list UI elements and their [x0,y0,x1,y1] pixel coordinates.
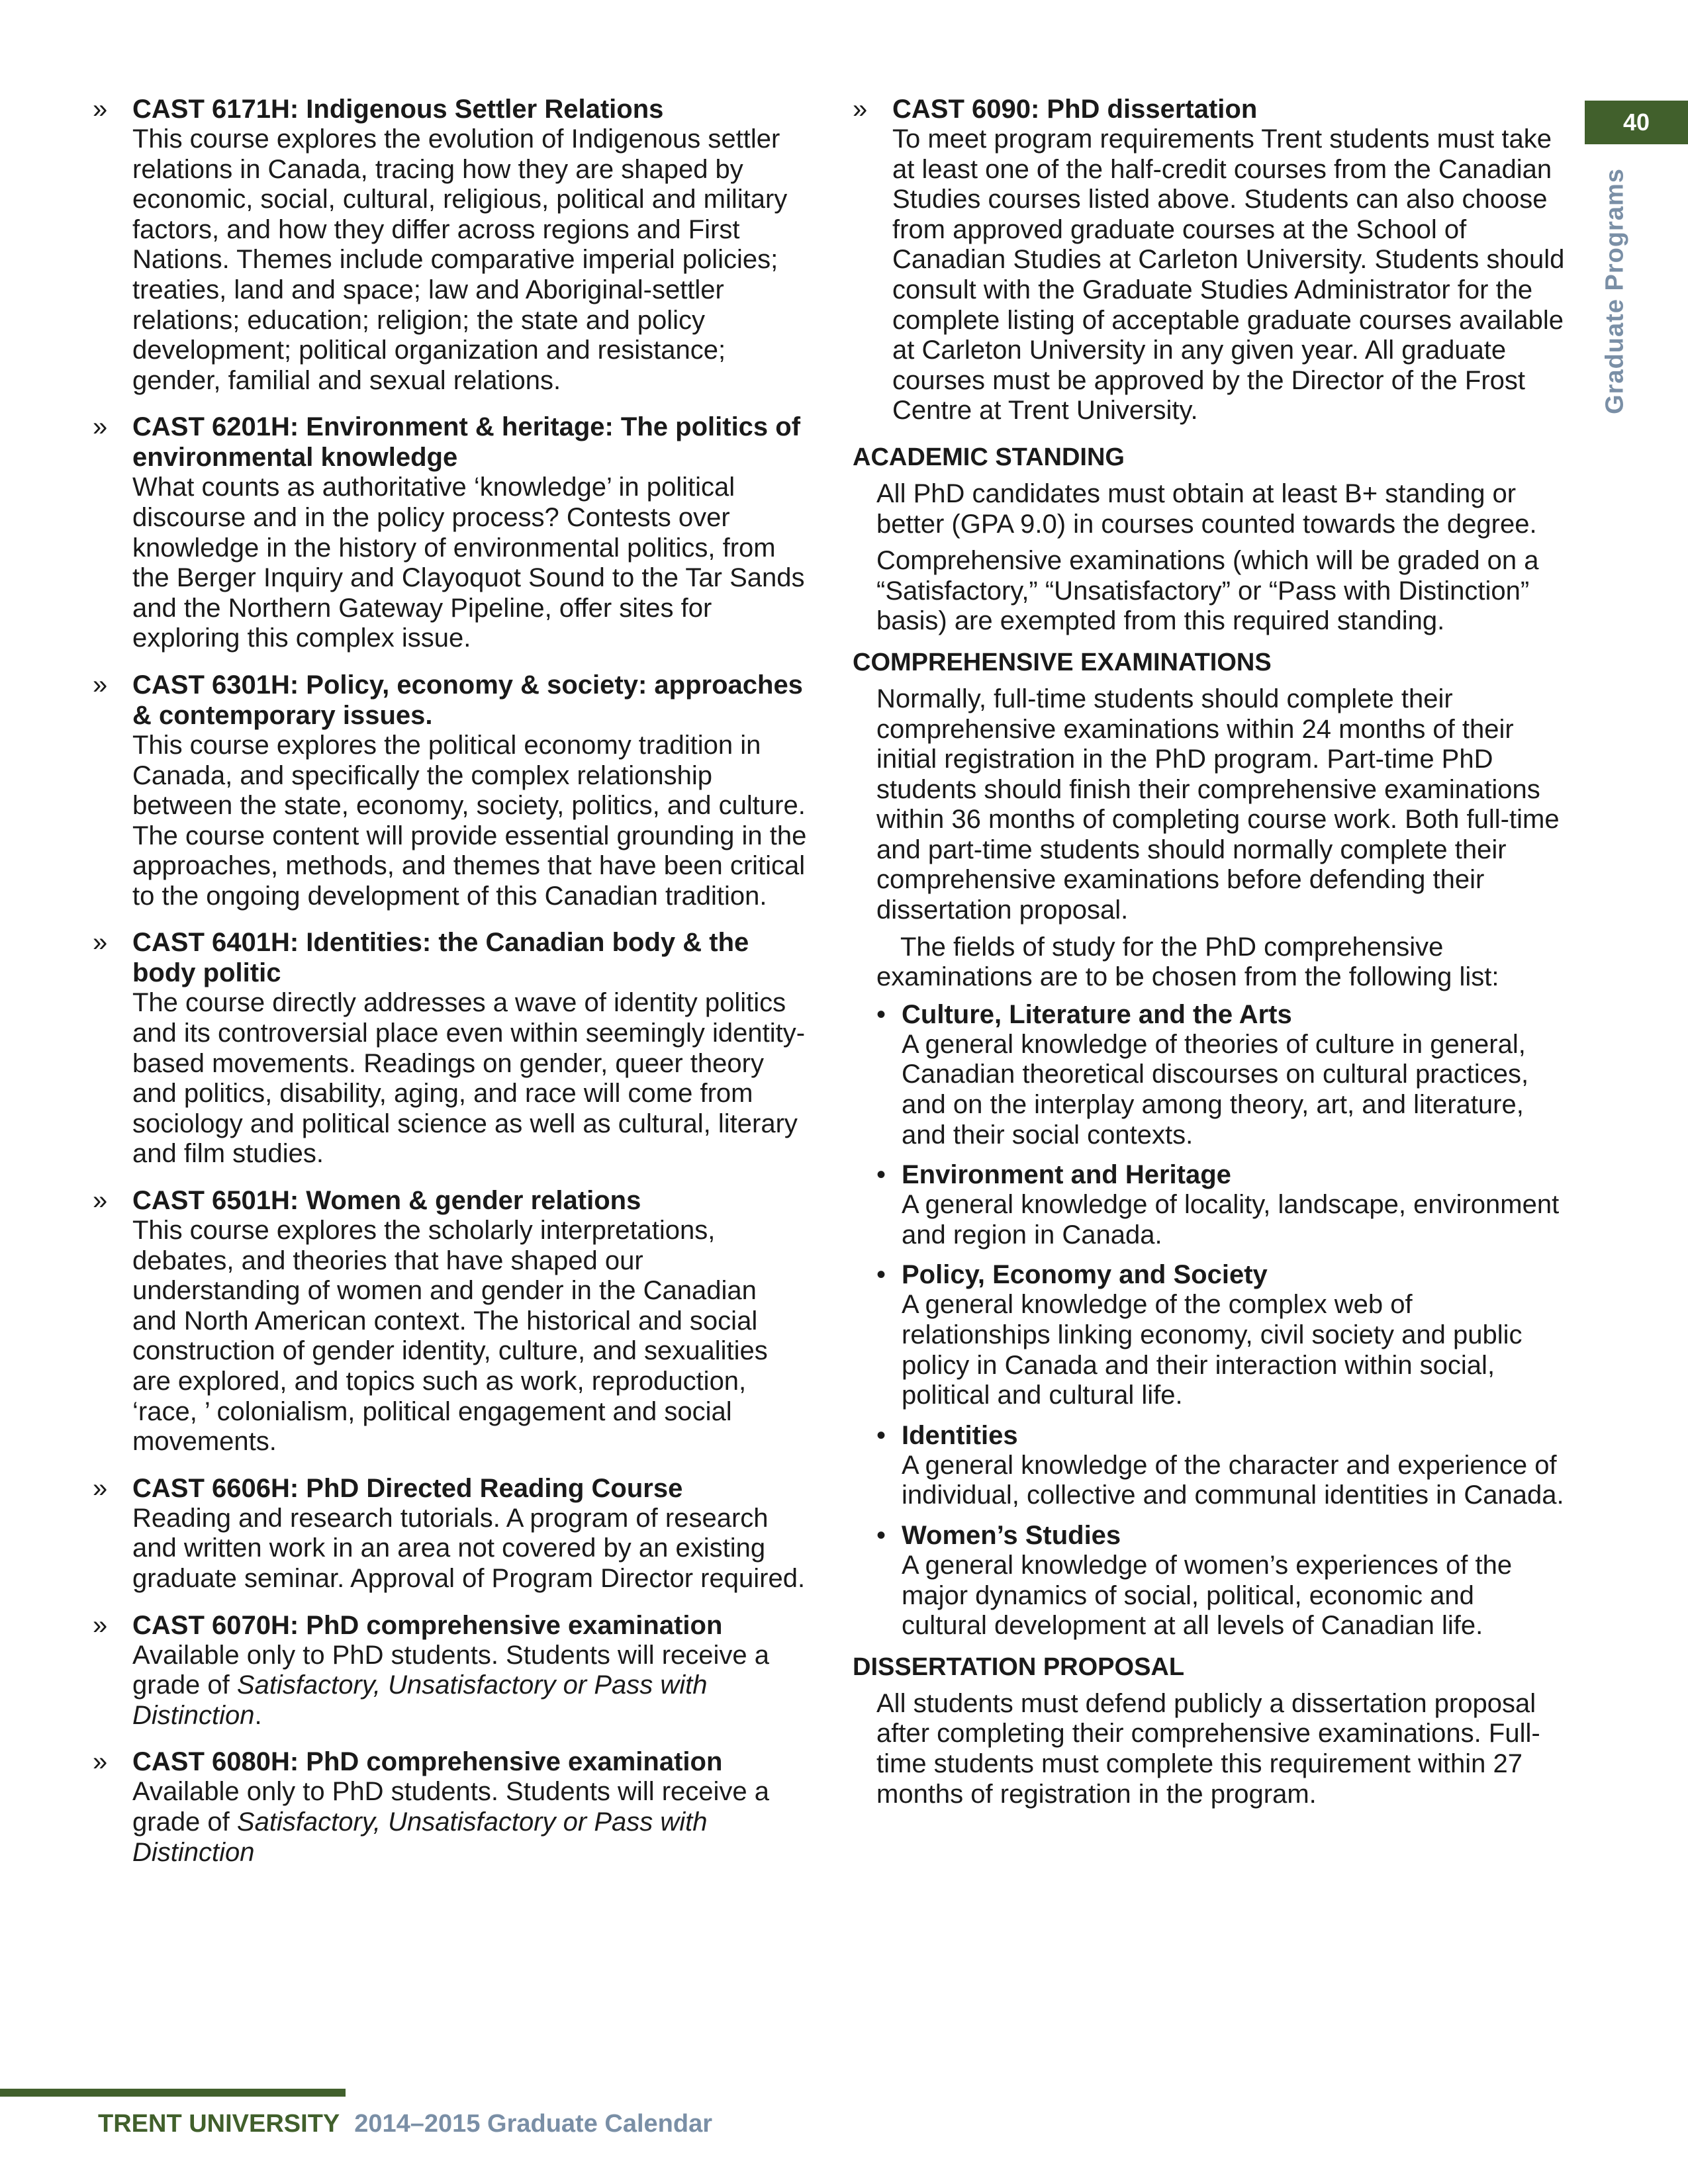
field-title: Environment and Heritage [902,1160,1231,1190]
course-title: CAST 6171H: Indigenous Settler Relations [132,95,664,124]
course-title: CAST 6080H: PhD comprehensive examination [132,1747,723,1777]
course-entry [93,1185,808,1457]
footer-university: TRENT UNIVERSITY [98,2110,340,2138]
arrow-bullet-icon: » [93,928,108,958]
course-title: CAST 6201H: Environment & heritage: The politics of environmental knowledge [132,412,801,473]
grade-options-italic: Satisfactory, Unsatisfactory or Pass with Distinction [132,1807,708,1867]
page-number-tab [1585,101,1688,144]
footer [98,2110,712,2138]
course-entry [93,1473,808,1594]
field-description: A general knowledge of theories of culture in general, Canadian theoretical discourses on cultural practices, and on the interplay among theory, art, and literature, and their social contexts. [902,1029,1529,1150]
field-title: Culture, Literature and the Arts [902,999,1292,1029]
section-label-text: Graduate Programs [1601,168,1629,414]
course-description: Reading and research tutorials. A program of research and written work in an area not covered by an existing graduate seminar. Approval of Program Director required. [132,1503,806,1593]
course-description [132,1777,808,1868]
arrow-bullet-icon: » [93,670,108,700]
course-title: CAST 6501H: Women & gender relations [132,1186,641,1216]
left-column [93,94,808,1884]
course-title: CAST 6301H: Policy, economy & society: approaches & contemporary issues. [132,670,803,730]
bullet-icon: • [876,999,886,1029]
footer-calendar: 2014–2015 Graduate Calendar [354,2110,713,2138]
comprehensive-examinations-paragraph: Normally, full-time students should complete their comprehensive examinations within 24 months of their initial registration in the PhD program. Part-time PhD students should finish their comprehensive examinations within 36 months of completing course work. Both full-time and part-time students should normally complete their comprehensive examinations before defending their dissertation proposal. [876,684,1560,925]
arrow-bullet-icon: » [93,95,108,124]
course-description: This course explores the political economy tradition in Canada, and specifically the complex relationship between the state, economy, society, politics, and culture. The course content will provide essential grounding in the approaches, methods, and themes that have been critical to the ongoing development of this Canadian tradition. [132,730,807,911]
field-description: A general knowledge of the complex web of relationships linking economy, civil society and public policy in Canada and their interaction within social, political and cultural life. [902,1290,1523,1410]
field-title: Identities [902,1420,1018,1450]
course-entry [93,1747,808,1868]
academic-standing-paragraph: Comprehensive examinations (which will be graded on a “Satisfactory,” “Unsatisfactory” or “Pass with Distinction” basis) are exempted from this required standing. [876,546,1539,636]
dissertation-proposal-paragraph: All students must defend publicly a dissertation proposal after completing their comprehensive examinations. Full-time students must complete this requirement within 27 months of registration in the program. [876,1688,1540,1809]
dissertation-proposal-heading: DISSERTATION PROPOSAL [853,1653,1185,1681]
grade-options-italic: Satisfactory, Unsatisfactory or Pass with Distinction [132,1670,708,1730]
field-description: A general knowledge of the character and experience of individual, collective and communal identities in Canada. [902,1450,1564,1510]
bullet-icon: • [876,1420,886,1450]
academic-standing-heading: ACADEMIC STANDING [853,443,1125,471]
course-title: CAST 6070H: PhD comprehensive examination [132,1610,723,1640]
description-text: Available only to PhD students. Students will receive a grade of [132,1777,770,1837]
course-title: CAST 6090: PhD dissertation [892,95,1258,124]
footer-rule [0,2089,346,2097]
comprehensive-examinations-heading: COMPREHENSIVE EXAMINATIONS [853,648,1272,676]
field-of-study [853,999,1565,1150]
bullet-icon: • [876,1520,886,1550]
field-of-study [853,1420,1565,1511]
field-of-study [853,1520,1565,1641]
course-description: To meet program requirements Trent students must take at least one of the half-credit courses from the Canadian Studies courses listed above. Students can also choose from approved graduate courses at the School of Canadian Studies at Carleton University. Students should consult with the Graduate Studies Administrator for the complete listing of acceptable graduate courses available at Carleton University in any given year. All graduate courses must be approved by the Director of the Frost Centre at Trent University. [892,124,1565,426]
field-description: A general knowledge of locality, landscape, environment and region in Canada. [902,1190,1560,1250]
academic-standing-paragraph: All PhD candidates must obtain at least B+ standing or better (GPA 9.0) in courses counted towards the degree. [876,478,1537,539]
description-text: Available only to PhD students. Students will receive a grade of [132,1640,770,1700]
course-description: This course explores the evolution of Indigenous settler relations in Canada, tracing how they are shaped by economic, social, cultural, religious, political and military factors, and how they differ across regions and First Nations. Themes include comparative imperial policies; treaties, land and space; law and Aboriginal-settler relations; education; religion; the state and policy development; political organization and resistance; gender, familial and sexual relations. [132,124,788,395]
description-end: . [254,1700,262,1730]
page-number: 40 [1622,109,1650,136]
course-title: CAST 6606H: PhD Directed Reading Course [132,1473,683,1503]
bullet-icon: • [876,1260,886,1290]
arrow-bullet-icon: » [853,95,868,124]
course-entry [93,94,808,396]
field-of-study [853,1259,1565,1410]
course-description: What counts as authoritative ‘knowledge’ in political discourse and in the policy process? Contests over knowledge in the history of environmental politics, from the Berger Inquiry and Clayoquot Sound to the Tar Sands and the Northern Gateway Pipeline, offer sites for exploring this complex issue. [132,473,805,653]
course-entry [93,670,808,912]
course-description: This course explores the scholarly interpretations, debates, and theories that have shaped our understanding of women and gender in the Canadian and North American context. The historical and social construction of gender identity, culture, and sexualities are explored, and topics such as work, reproduction, ‘race, ’ colonialism, political engagement and social movements. [132,1216,768,1457]
bullet-icon: • [876,1160,886,1190]
course-entry [853,94,1565,426]
arrow-bullet-icon: » [93,412,108,442]
course-entry [93,1610,808,1731]
right-column [853,94,1565,1816]
comprehensive-examinations-paragraph: The fields of study for the PhD comprehensive examinations are to be chosen from the following list: [876,932,1499,992]
field-title: Women’s Studies [902,1520,1121,1550]
course-entry [93,412,808,654]
arrow-bullet-icon: » [93,1186,108,1216]
course-description [132,1641,808,1731]
field-title: Policy, Economy and Society [902,1260,1268,1290]
arrow-bullet-icon: » [93,1747,108,1777]
field-of-study [853,1160,1565,1250]
arrow-bullet-icon: » [93,1473,108,1503]
field-description: A general knowledge of women’s experiences of the major dynamics of social, political, economic and cultural development at all levels of Canadian life. [902,1550,1513,1641]
course-description: The course directly addresses a wave of identity politics and its controversial place even within seemingly identity-based movements. Readings on gender, queer theory and politics, disability, aging, and race will come from sociology and political science as well as cultural, literary and film studies. [132,988,806,1169]
course-title: CAST 6401H: Identities: the Canadian body & the body politic [132,928,749,988]
arrow-bullet-icon: » [93,1610,108,1640]
course-entry [93,927,808,1169]
